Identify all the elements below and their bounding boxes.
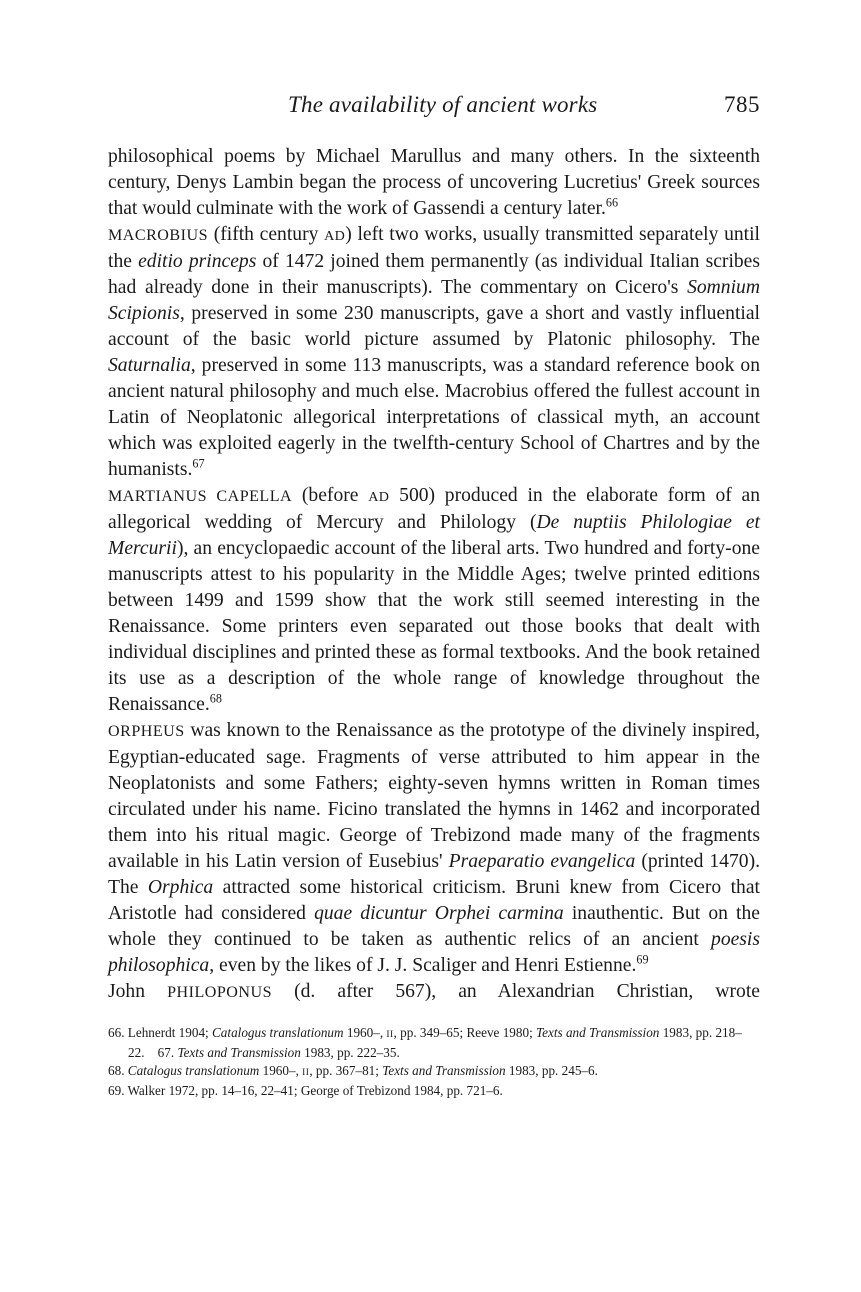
footnote-number: 67. [157,1045,175,1060]
paragraph-philoponus: John PHILOPONUS (d. after 567), an Alexandrian Christian, wrote [108,981,760,1002]
running-head [108,92,760,136]
entry-name-macrobius: MACROBIUS [108,227,209,244]
footnote-ref-69[interactable]: 69 [636,952,649,967]
footnote-number: 66. [108,1025,125,1040]
paragraph-text: philosophical poems by Michael Marullus and many others. In the sixteenth century, Denys Lambin began the process of uncovering Lucretius' Greek sources that would culminate with the work of Gassendi a century later. [108,146,760,219]
footnote-68: 68. Catalogus translationum 1960–, II, pp. 367–81; Texts and Transmission 1983, pp. 245–6. [108,1063,598,1078]
footnote-66-67: 66. Lehnerdt 1904; Catalogus translationum 1960–, II, pp. 349–65; Reeve 1980; Texts and Transmission 1983, pp. 218–22. 67. Texts and Transmission 1983, pp. 222–35. [108,1025,742,1060]
paragraph-lucretius-continued [108,144,760,222]
paragraph-martianus-capella: MARTIANUS CAPELLA (before AD 500) produced in the elaborate form of an allegorical wedding of Mercury and Philology (De nuptiis Philologiae et Mercurii), an encyclopaedic account of the liberal arts. Two hundred and forty-one manuscripts attest to his popularity in the Middle Ages; twelve printed editions between 1499 and 1599 show that the work still seemed interesting in the Renaissance. Some printers even separated out those books that dealt with individual disciplines and printed these as formal textbooks. And the book retained its use as a description of the whole range of knowledge throughout the Renaissance.$^{68}$ [108,485,761,715]
entry-name-martianus-capella: MARTIANUS CAPELLA [108,488,293,505]
paragraph-macrobius: MACROBIUS (fifth century AD) left two works, usually transmitted separately until the editio princeps of 1472 joined them permanently (as individual Italian scribes had already done in their manuscripts). The commentary on Cicero's Somnium Scipionis, preserved in some 230 manuscripts, gave a short and vastly influential account of the basic world picture assumed by Platonic philosophy. The Saturnalia, preserved in some 113 manuscripts, was a standard reference book on ancient natural philosophy and much else. Macrobius offered the fullest account in Latin of Neoplatonic allegorical interpretations of classical myth, an account which was exploited eagerly in the twelfth-century School of Chartres and by the humanists.$^{67}$ [108,224,761,480]
body-text [108,144,760,1006]
footnote-number: 68. [108,1063,125,1078]
footnote-69: 69. Walker 1972, pp. 14–16, 22–41; George of Trebizond 1984, pp. 721–6. [108,1083,503,1098]
footnote-ref-68[interactable]: 68 [209,691,222,706]
footnotes [108,1024,760,1100]
footnote-number: 69. [108,1083,125,1098]
book-page [108,92,760,1100]
footnote-ref-66[interactable]: 66 [605,195,619,210]
page-number: 785 [724,92,760,117]
footnote-ref-67[interactable]: 67 [192,456,205,471]
running-title: The availability of ancient works [288,92,598,117]
paragraph-orpheus: ORPHEUS was known to the Renaissance as the prototype of the divinely inspired, Egyptian-educated sage. Fragments of verse attributed to him appear in the Neoplatonists and some Fathers; eighty-seven hymns written in Roman times circulated under his name. Ficino translated the hymns in 1462 and incorporated them into his ritual magic. George of Trebizond made many of the fragments available in his Latin version of Eusebius' Praeparatio evangelica (printed 1470). The Orphica attracted some historical criticism. Bruni knew from Cicero that Aristotle had considered quae dicuntur Orphei carmina inauthentic. But on the whole they continued to be taken as authentic relics of an ancient poesis philosophica, even by the likes of J. J. Scaliger and Henri Estienne.$^{69}$ [108,720,760,976]
entry-name-philoponus: PHILOPONUS [167,984,273,1001]
entry-name-orpheus: ORPHEUS [108,723,185,740]
